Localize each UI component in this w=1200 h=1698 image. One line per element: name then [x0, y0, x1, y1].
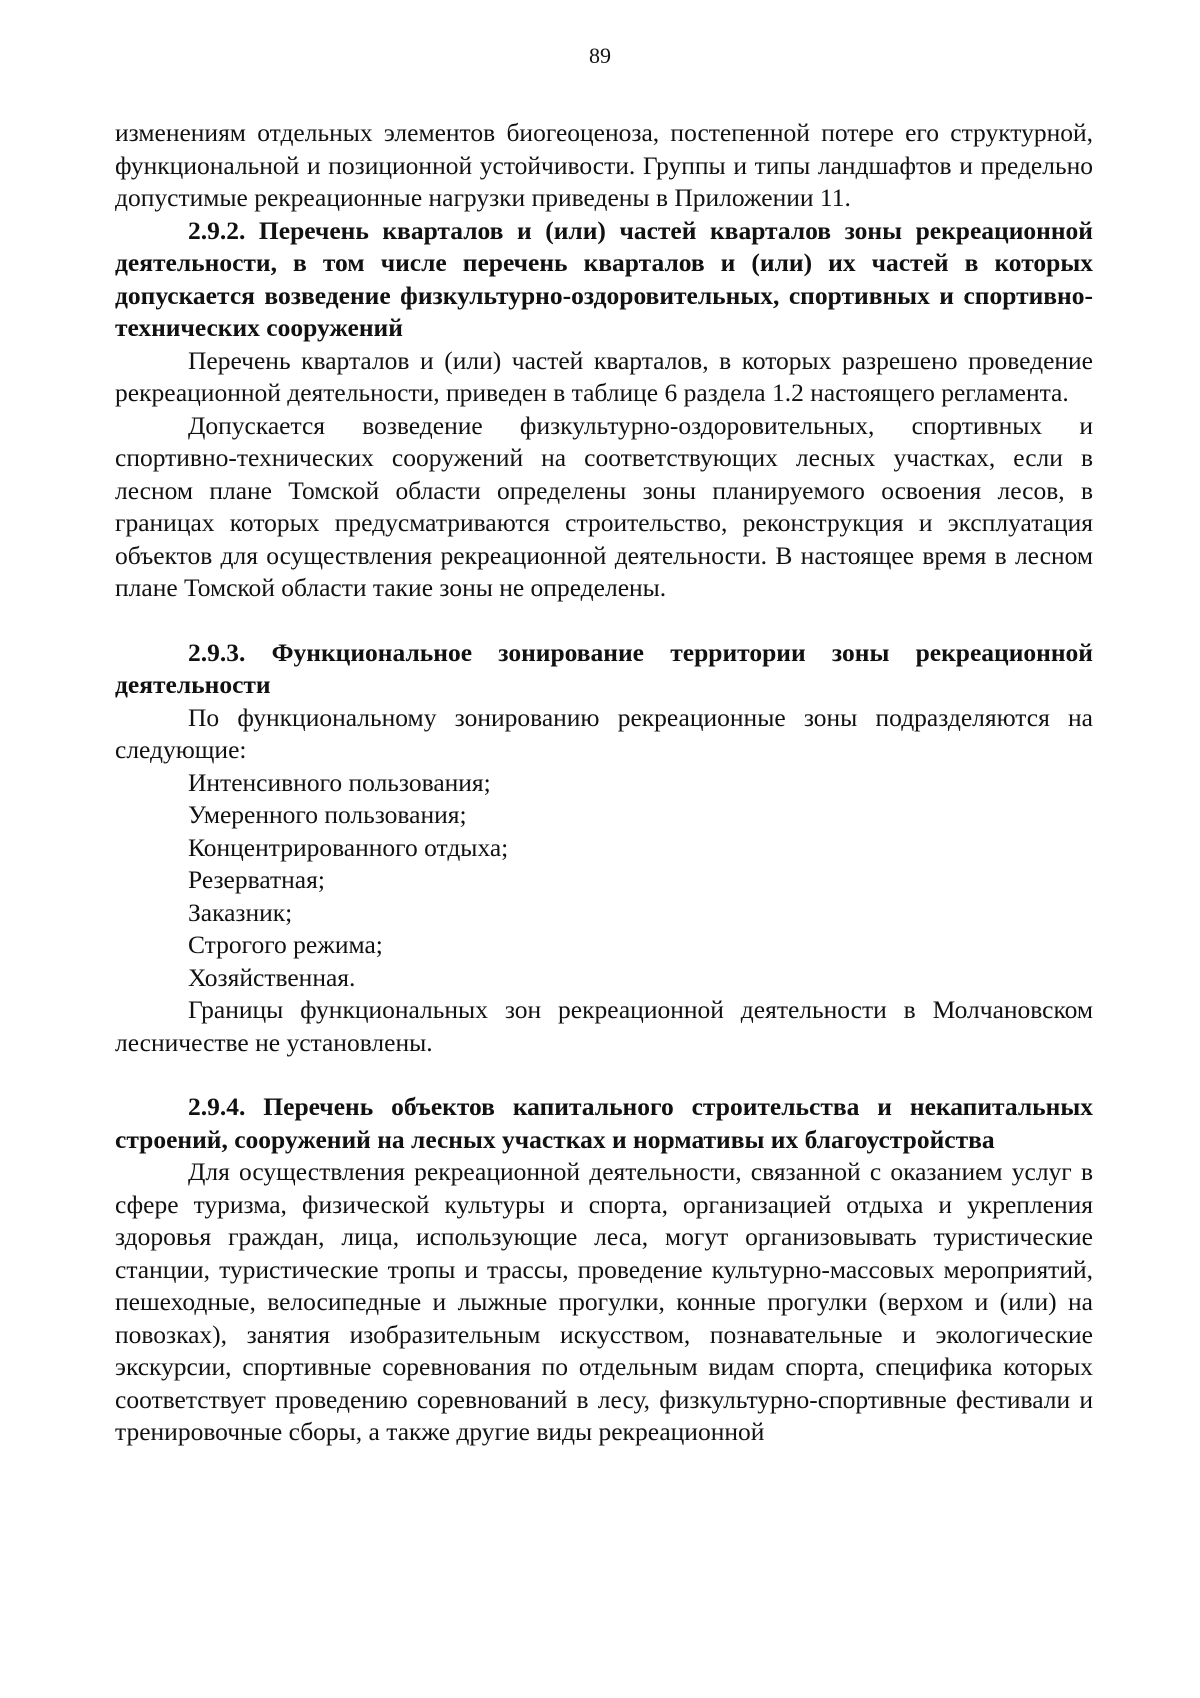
section-heading-2-9-3: 2.9.3. Функциональное зонирование территории зоны рекреационной деятельности [115, 637, 1093, 699]
section-heading-2-9-2: 2.9.2. Перечень кварталов и (или) частей кварталов зоны рекреационной деятельности, в том числе перечень кварталов и (или) их частей в которых допускается возведение физкультурно-оздоровительных, спортивных и спортивно-технических сооружений [115, 215, 1093, 342]
spacer [115, 1059, 1093, 1091]
paragraph-quarters-list: Перечень кварталов и (или) частей кварталов, в которых разрешено проведение рекреационной деятельности, приведен в таблице 6 раздела 1.2 настоящего регламента. [115, 345, 1093, 407]
paragraph-zoning-intro: По функциональному зонированию рекреационные зоны подразделяются на следующие: [115, 702, 1093, 764]
list-item: Строгого режима; [188, 930, 383, 959]
list-item: Резерватная; [188, 865, 325, 894]
zone-list [115, 767, 1093, 995]
list-item: Заказник; [188, 897, 293, 927]
section-heading-2-9-4: 2.9.4. Перечень объектов капитального строительства и некапитальных строений, сооружений на лесных участках и нормативы их благоустройства [115, 1092, 1093, 1154]
list-item: Интенсивного пользования; [188, 767, 491, 797]
paragraph-zone-boundaries: Границы функциональных зон рекреационной деятельности в Молчановском лесничестве не установлены. [115, 995, 1093, 1057]
paragraph-recreation-activities: Для осуществления рекреационной деятельности, связанной с оказанием услуг в сфере туризма, физической культуры и спорта, организацией отдыха и укрепления здоровья граждан, лица, использующие леса, могут организовывать туристические станции, туристические тропы и трассы, проведение культурно-массовых мероприятий, пешеходные, велосипедные и лыжные прогулки, конные прогулки (верхом и (или) на повозках), занятия изобразительным искусством, познавательные и экологические экскурсии, спортивные соревнования по отдельным видам спорта, специфика которых соответствует проведению соревнований в лесу, физкультурно-спортивные фестивали и тренировочные сборы, а также другие виды рекреационной [115, 1157, 1093, 1446]
spacer [115, 605, 1093, 637]
paragraph-construction-allowed: Допускается возведение физкультурно-оздоровительных, спортивных и спортивно-технических сооружений на соответствующих лесных участках, если в лесном плане Томской области определены зоны планируемого освоения лесов, в границах которых предусматриваются строительство, реконструкция и эксплуатация объектов для осуществления рекреационной деятельности. В настоящее время в лесном плане Томской области такие зоны не определены. [115, 410, 1093, 602]
list-item: Умеренного пользования; [188, 800, 467, 829]
list-item: Концентрированного отдыха; [188, 832, 509, 862]
page-content [115, 117, 1093, 1449]
list-item: Хозяйственная. [188, 962, 356, 992]
page-number: 89 [589, 43, 611, 68]
paragraph-continuation: изменениям отдельных элементов биогеоценоза, постепенной потере его структурной, функциональной и позиционной устойчивости. Группы и типы ландшафтов и предельно допустимые рекреационные нагрузки приведены в Приложении 11. [115, 118, 1093, 212]
